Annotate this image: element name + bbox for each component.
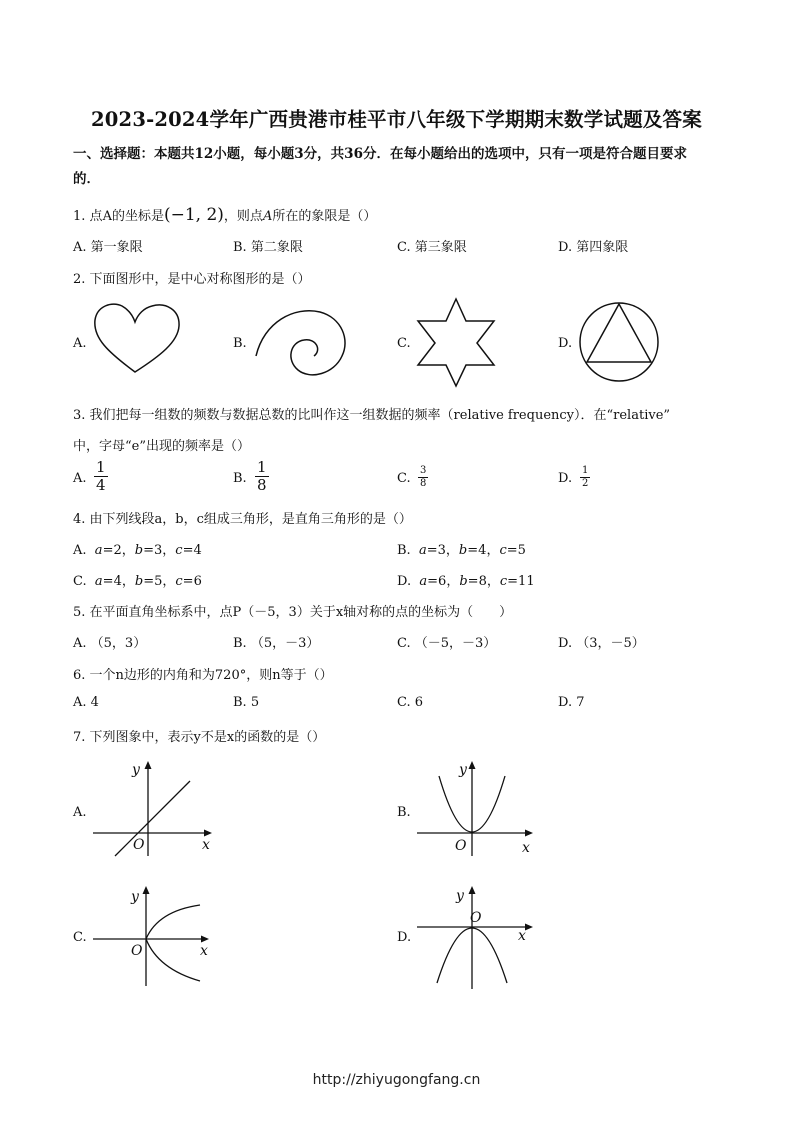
- graph-c-y-label: y: [131, 889, 139, 905]
- question-4: 4. 由下列线段a，b，c组成三角形，是直角三角形的是（）: [73, 512, 412, 527]
- question-6: 6. 一个n边形的内角和为720°，则n等于（）: [73, 668, 333, 683]
- q3-fraction-c-numerator: 3: [420, 465, 427, 476]
- q7-label-b: B.: [397, 805, 411, 820]
- question-3-line2: 中，字母“e”出现的频率是（）: [73, 439, 250, 454]
- q2-label-d: D.: [558, 336, 573, 351]
- graph-b-parabola: [412, 758, 542, 858]
- q3-label-d: D.: [558, 471, 573, 486]
- q4-option-b-label: B.: [397, 543, 411, 558]
- q4-option-d-label: D.: [397, 574, 412, 589]
- graph-b-x-label: x: [522, 840, 530, 856]
- q4-option-d: D. a=6，b=8，c=11: [397, 574, 535, 589]
- graph-b-y-label: y: [459, 762, 467, 778]
- q5-option-d: D. （3，－5）: [558, 636, 645, 651]
- q4-option-b-c: 5: [517, 543, 526, 558]
- q3-fraction-c-denominator: 8: [420, 477, 427, 489]
- q4-option-d-b: 8: [478, 574, 487, 589]
- question-7: 7. 下列图象中，表示y不是x的函数的是（）: [73, 730, 326, 745]
- q4-option-c-label: C.: [73, 574, 87, 589]
- q1-text-post1: ，则点: [223, 209, 263, 224]
- q1-option-c: C. 第三象限: [397, 240, 467, 255]
- q7-label-d: D.: [397, 930, 412, 945]
- graph-d-y-label: y: [456, 888, 464, 904]
- q3-fraction-b: [255, 459, 269, 495]
- graph-d-origin: O: [470, 910, 482, 926]
- q4-option-d-c: 11: [518, 574, 535, 589]
- footer-url[interactable]: http://zhiyugongfang.cn: [312, 1072, 481, 1088]
- graph-a-line: [88, 758, 218, 858]
- q4-option-a-a: 2: [113, 543, 122, 558]
- question-3-line1: 3. 我们把每一组数的频数与数据总数的比叫作这一组数据的频率（relative frequency）．在“relative”: [73, 408, 671, 423]
- q3-fraction-b-numerator: 1: [257, 458, 267, 476]
- q3-label-a: A.: [73, 471, 87, 486]
- q4-option-c-b: 5: [154, 574, 163, 589]
- q1-text-post2: 所在的象限是（）: [272, 209, 377, 224]
- q1-option-a: A. 第一象限: [73, 240, 143, 255]
- q4-option-a-c: 4: [193, 543, 202, 558]
- graph-b-origin: O: [455, 838, 467, 854]
- q4-option-b-a: 3: [437, 543, 446, 558]
- q4-option-d-a: 6: [438, 574, 447, 589]
- q3-fraction-b-denominator: 8: [257, 476, 267, 495]
- q1-option-d: D. 第四象限: [558, 240, 629, 255]
- graph-a-x-label: x: [202, 837, 210, 853]
- section-heading-line2: 的．: [73, 171, 100, 187]
- q4-option-b: B. a=3，b=4，c=5: [397, 543, 526, 558]
- q4-option-b-b: 4: [478, 543, 487, 558]
- q2-label-c: C.: [397, 336, 411, 351]
- q1-option-b: B. 第二象限: [233, 240, 303, 255]
- graph-a-origin: O: [133, 837, 145, 853]
- six-pointed-star-shape: [415, 297, 497, 389]
- q4-option-c-a: 4: [113, 574, 122, 589]
- q3-label-c: C.: [397, 471, 411, 486]
- q3-fraction-a-denominator: 4: [96, 476, 106, 495]
- q1-point-a: A: [102, 209, 112, 224]
- graph-c-sideways-parabola: [88, 883, 218, 988]
- q4-option-a-b: 3: [154, 543, 163, 558]
- q1-number: 1.: [73, 209, 86, 224]
- q3-fraction-c: [418, 465, 428, 489]
- q6-option-c: C. 6: [397, 695, 424, 710]
- q1-point-a-italic: A: [262, 209, 273, 224]
- spiral-shape: [250, 300, 355, 382]
- q3-fraction-a-numerator: 1: [96, 458, 106, 476]
- q4-option-a-label: A.: [73, 543, 87, 558]
- q7-label-a: A.: [73, 805, 87, 820]
- q6-option-d: D. 7: [558, 695, 585, 710]
- q5-option-c: C. （－5，－3）: [397, 636, 497, 651]
- q4-option-c: C. a=4，b=5，c=6: [73, 574, 202, 589]
- q3-fraction-d-denominator: 2: [582, 477, 589, 489]
- q4-option-a: A. a=2，b=3，c=4: [73, 543, 202, 558]
- q3-fraction-d-numerator: 1: [582, 465, 589, 476]
- graph-d-downward-parabola: [412, 883, 542, 991]
- q6-option-a: A. 4: [73, 695, 99, 710]
- q1-text-pre: 点: [89, 209, 103, 224]
- question-5: 5. 在平面直角坐标系中，点P（－5，3）关于x轴对称的点的坐标为（ ）: [73, 605, 513, 620]
- heart-shape: [88, 300, 188, 380]
- q5-option-a: A. （5，3）: [73, 636, 147, 651]
- q2-label-b: B.: [233, 336, 247, 351]
- graph-c-x-label: x: [200, 943, 208, 959]
- graph-a-y-label: y: [132, 762, 140, 778]
- q1-coordinate: (−1, 2): [163, 205, 224, 225]
- q7-label-c: C.: [73, 930, 87, 945]
- q1-text-mid: 的坐标是: [111, 209, 164, 224]
- q3-label-b: B.: [233, 471, 247, 486]
- graph-d-x-label: x: [518, 928, 526, 944]
- page-title: 2023-2024学年广西贵港市桂平市八年级下学期期末数学试题及答案: [91, 108, 702, 131]
- question-1: [73, 205, 376, 225]
- q4-option-c-c: 6: [193, 574, 202, 589]
- circle-with-triangle-shape: [578, 301, 660, 383]
- question-2: 2. 下面图形中，是中心对称图形的是（）: [73, 272, 311, 287]
- section-heading-line1: 一、选择题：本题共12小题，每小题3分，共36分．在每小题给出的选项中，只有一项是符合题目要求: [73, 146, 687, 162]
- q3-fraction-d: [580, 465, 590, 489]
- graph-c-origin: O: [131, 943, 143, 959]
- q3-fraction-a: [94, 459, 108, 495]
- q6-option-b: B. 5: [233, 695, 260, 710]
- q2-label-a: A.: [73, 336, 87, 351]
- q5-option-b: B. （5，－3）: [233, 636, 320, 651]
